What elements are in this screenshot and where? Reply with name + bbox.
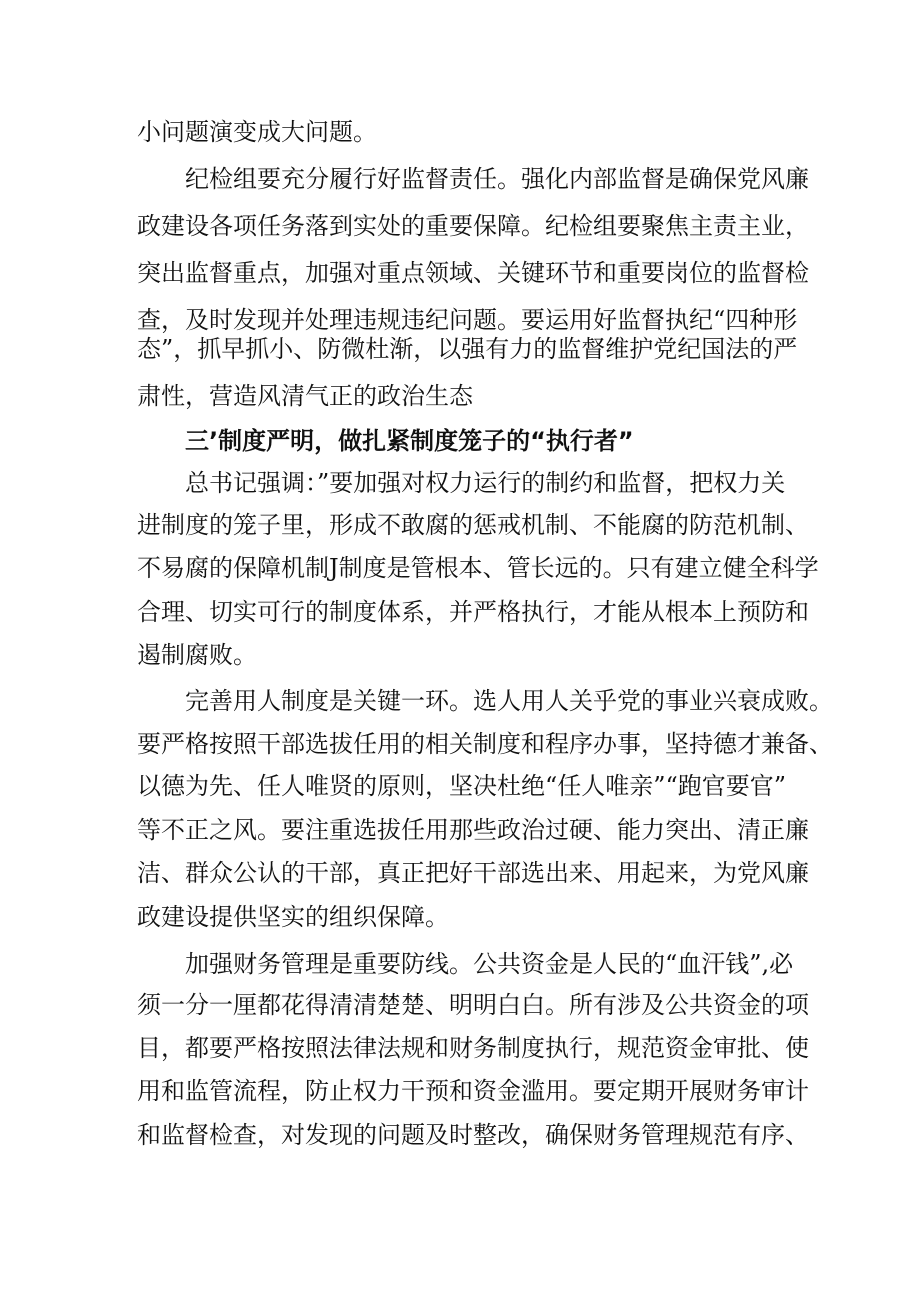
text-line: 洁、群众公认的干部，真正把好干部选出来、用起来，为党风廉 [137, 859, 809, 887]
text-line: 肃性，营造风清气正的政治生态 [137, 382, 473, 410]
text-line: 等不正之风。要注重选拔任用那些政治过硬、能力突出、清正廉 [137, 816, 809, 844]
text-line: 政建设提供坚实的组织保障。 [137, 903, 449, 931]
text-line: 突出监督重点，加强对重点领域、关键环节和重要岗位的监督检 [137, 259, 809, 287]
section-heading: 三’制度严明，做扎紧制度笼子的“执行者” [185, 427, 634, 455]
paragraph-start-line: 加强财务管理是重要防线。公共资金是人民的“血汗钱”,必 [185, 950, 794, 978]
text-line: 查，及时发现并处理违规违纪问题。要运用好监督执纪“四种形 [137, 306, 798, 334]
text-line: 须一分一厘都花得清清楚楚、明明白白。所有涉及公共资金的项 [137, 991, 809, 1019]
paragraph-start-line: 纪检组要充分履行好监督责任。强化内部监督是确保党风廉 [185, 165, 809, 193]
text-line: 用和监管流程，防止权力干预和资金滥用。要定期开展财务审计 [137, 1077, 809, 1105]
text-line: 政建设各项任务落到实处的重要保障。纪检组要聚焦主责主业， [137, 212, 809, 240]
text-line: 遏制腐败。 [137, 641, 257, 669]
text-line: 和监督检查，对发现的问题及时整改，确保财务管理规范有序、 [137, 1121, 809, 1149]
paragraph-start-line: 总书记强调：”要加强对权力运行的制约和监督，把权力关 [185, 469, 786, 497]
text-line: 要严格按照干部选拔任用的相关制度和程序办事，坚持德才兼备、 [137, 730, 833, 758]
text-line: 合理、切实可行的制度体系，并严格执行，才能从根本上预防和 [137, 598, 809, 626]
text-line: 进制度的笼子里，形成不敢腐的惩戒机制、不能腐的防范机制、 [137, 511, 809, 539]
text-line: 态”，抓早抓小、防微杜渐，以强有力的监督维护党纪国法的严 [137, 335, 798, 363]
text-line: 以德为先、任人唯贤的原则，坚决杜绝“任人唯亲”“跑官要官” [137, 772, 787, 800]
text-line: 不易腐的保障机制J制度是管根本、管长远的。只有建立健全科学 [137, 554, 819, 582]
text-line: 小问题演变成大问题。 [137, 118, 377, 146]
paragraph-start-line: 完善用人制度是关键一环。选人用人关乎党的事业兴衰成败。 [185, 687, 833, 715]
text-line: 目，都要严格按照法律法规和财务制度执行，规范资金审批、使 [137, 1034, 809, 1062]
